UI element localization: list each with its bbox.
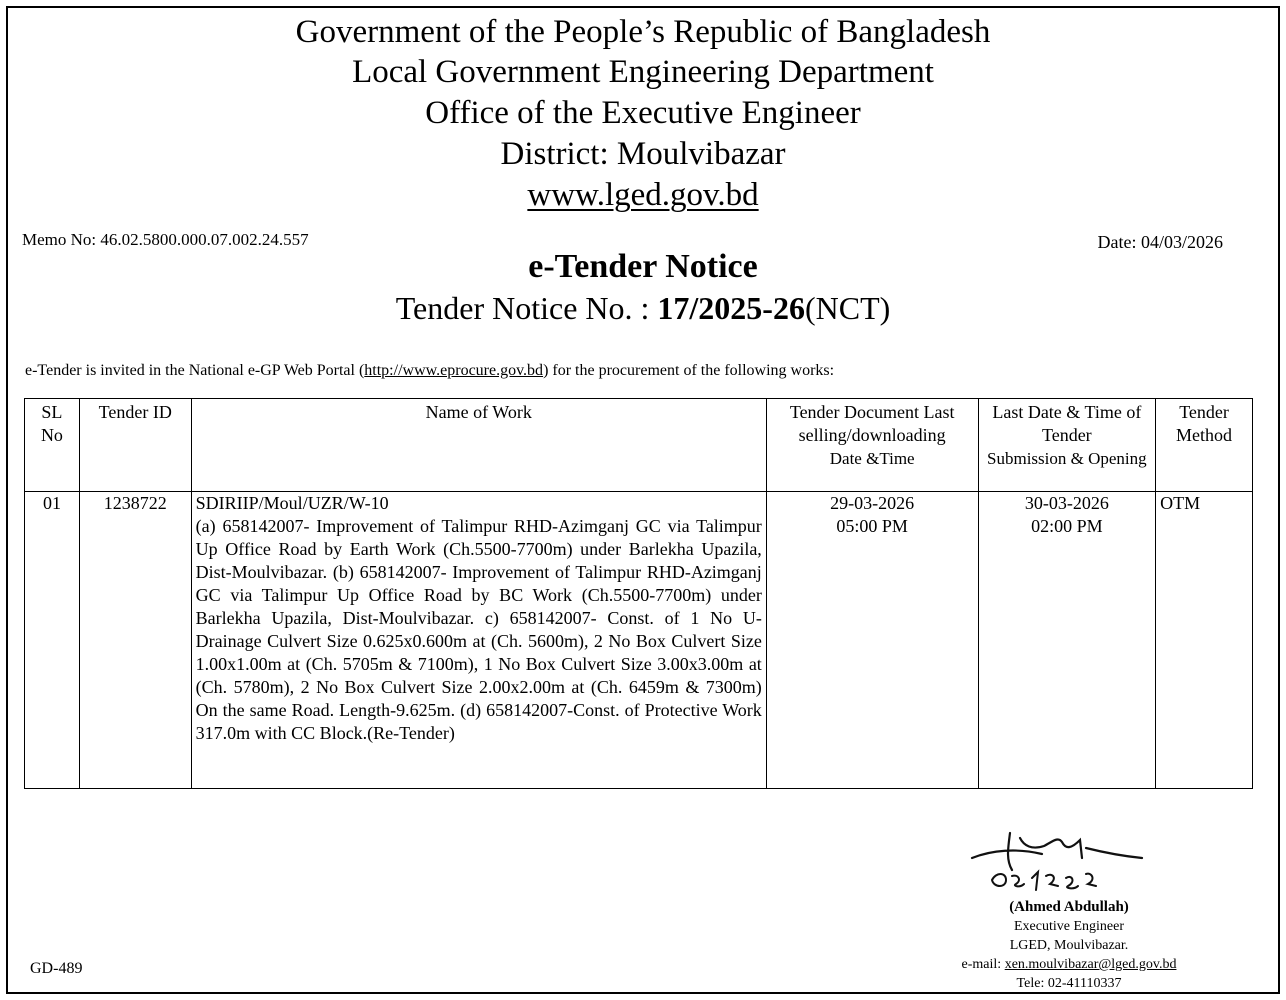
cell-tender-method: OTM (1156, 492, 1253, 789)
signatory-office: LGED, Moulvibazar. (1009, 938, 1129, 953)
eprocure-link[interactable]: http://www.eprocure.gov.bd (364, 362, 544, 379)
signatory-designation: Executive Engineer (1013, 919, 1124, 934)
email-label: e-mail: (961, 957, 1005, 972)
document-time: 05:00 PM (836, 516, 908, 536)
cell-last-date (978, 492, 1156, 789)
email-link[interactable]: xen.moulvibazar@lged.gov.bd (1004, 957, 1177, 972)
col-sl: SL No (25, 399, 80, 492)
col-last-date-line2: Submission & Opening (987, 449, 1147, 468)
col-document-date-line1: Tender Document Last selling/downloading (789, 402, 955, 445)
header-district: District: Moulvibazar (500, 136, 786, 172)
col-last-date (978, 399, 1156, 492)
cell-name-of-work (191, 492, 766, 789)
header-government: Government of the People’s Republic of Bangladesh (295, 14, 991, 50)
last-time: 02:00 PM (1031, 516, 1103, 536)
intro-after: ) for the procurement of the following works: (543, 362, 835, 379)
col-document-date (766, 399, 978, 492)
col-name-of-work: Name of Work (191, 399, 766, 492)
signatory-name: (Ahmed Abdullah) (1009, 899, 1129, 915)
last-date: 30-03-2026 (1024, 493, 1109, 513)
header-office: Office of the Executive Engineer (425, 95, 861, 131)
page-title: e-Tender Notice (528, 248, 758, 285)
header-department: Local Government Engineering Department (352, 54, 934, 90)
notice-date: Date: 04/03/2026 (1097, 232, 1223, 252)
signature-block (900, 898, 1238, 993)
tender-table (24, 398, 1253, 789)
notice-number: 17/2025-26 (657, 290, 805, 326)
cell-sl: 01 (25, 492, 80, 789)
handwritten-signature (962, 828, 1162, 898)
signatory-email-line (900, 955, 1238, 974)
document-date: 29-03-2026 (830, 493, 915, 513)
tender-notice-number (0, 290, 1286, 327)
notice-prefix: Tender Notice No. : (395, 290, 658, 326)
intro-text (25, 362, 834, 380)
cell-tender-id: 1238722 (79, 492, 191, 789)
work-description: (a) 658142007- Improvement of Talimpur RHD-Azimganj GC via Talimpur Up Office Road by Earth Work (Ch.5500-7700m) under Barlekha Upazila, Dist-Moulvibazar. (b) 658142007- Improvement of Talimpur RHD-Azimganj GC via Talimpur Up Office Road by BC Work (Ch.5500-7700m) under Barlekha Upazila, Dist-Moulvibazar. c) 658142007- Const. of 1 No U-Drainage Culvert Size 0.625x0.600m at (Ch. 5600m), 2 No Box Culvert Size 1.00x1.00m at (Ch. 5705m & 7100m), 1 No Box Culvert Size 3.00x3.00m at (Ch. 5780m), 2 No Box Culvert Size 2.00x2.00m at (Ch. 6459m & 7300m) On the same Road. Length-9.625m. (d) 658142007-Const. of Protective Work 317.0m with CC Block.(Re-Tender) (195, 516, 762, 743)
notice-suffix: (NCT) (804, 290, 891, 326)
col-tender-method: Tender Method (1156, 399, 1253, 492)
footer-code: GD-489 (30, 960, 83, 977)
col-document-date-line2: Date &Time (829, 449, 915, 468)
col-last-date-line1: Last Date & Time of Tender (992, 402, 1142, 445)
cell-document-date (766, 492, 978, 789)
intro-before: e-Tender is invited in the National e-GP Web Portal ( (25, 362, 365, 379)
table-header-row (25, 399, 1253, 492)
header-website-link[interactable]: www.lged.gov.bd (527, 177, 759, 213)
col-tender-id: Tender ID (79, 399, 191, 492)
memo-number: Memo No: 46.02.5800.000.07.002.24.557 (22, 230, 309, 249)
work-package-code: SDIRIIP/Moul/UZR/W-10 (195, 493, 389, 513)
signatory-telephone: Tele: 02-41110337 (1016, 976, 1122, 991)
table-row (25, 492, 1253, 789)
